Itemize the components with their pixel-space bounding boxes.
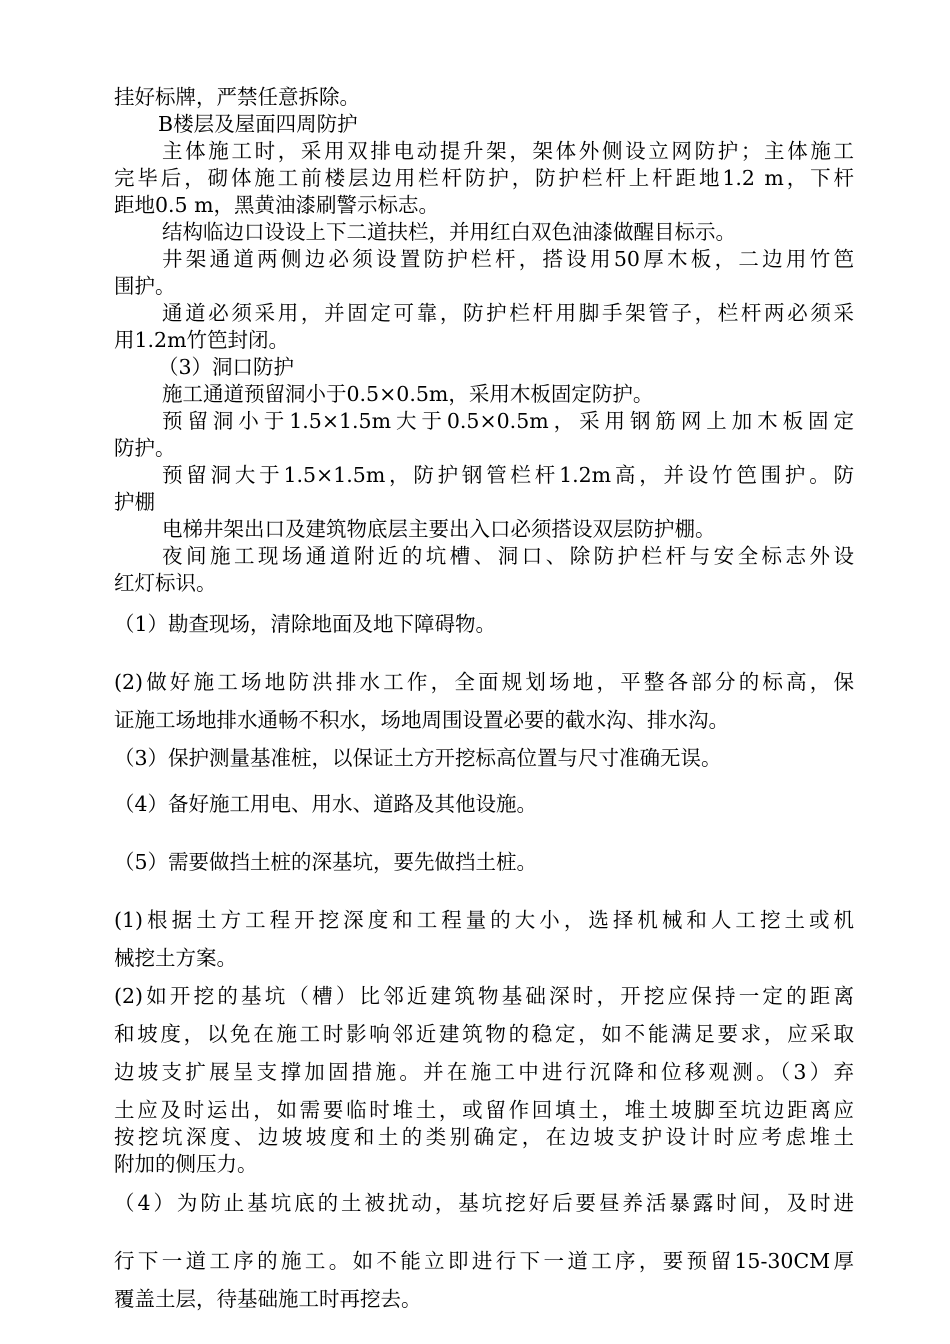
text-line: 通道必须采用，并固定可靠，防护栏杆用脚手架管子，栏杆两必须采 (162, 301, 854, 325)
text-line: 红灯标识。 (114, 571, 217, 595)
safety-protection-section (114, 84, 854, 597)
text-line: 主体施工时，采用双排电动提升架，架体外侧设立网防护；主体施工 (162, 139, 854, 163)
list-item: 土应及时运出，如需要临时堆土，或留作回填土，堆土坡脚至坑边距离应 (114, 1098, 854, 1122)
text-line: 完毕后，砌体施工前楼层边用栏杆防护，防护栏杆上杆距地1.2 m，下杆 (114, 166, 854, 190)
text-line: 用1.2m竹笆封闭。 (114, 328, 290, 352)
text-line: 围护。 (114, 274, 176, 298)
list-item: (2)做好施工场地防洪排水工作，全面规划场地，平整各部分的标高，保 (114, 670, 854, 694)
subheading-opening-protection: （3）洞口防护 (158, 355, 295, 379)
text-line: 防护。 (114, 436, 176, 460)
list-item: 证施工场地排水通畅不积水，场地周围设置必要的截水沟、排水沟。 (114, 708, 729, 732)
list-item: (1)根据土方工程开挖深度和工程量的大小，选择机械和人工挖土或机 (114, 908, 854, 932)
document-page (114, 84, 854, 1318)
text-line: 电梯井架出口及建筑物底层主要出入口必须搭设双层防护棚。 (162, 517, 716, 541)
list-item: （3）保护测量基准桩，以保证土方开挖标高位置与尺寸准确无误。 (114, 746, 722, 770)
list-item: 和坡度，以免在施工时影响邻近建筑物的稳定，如不能满足要求，应采取 (114, 1022, 854, 1046)
text-line: 施工通道预留洞小于0.5×0.5m，采用木板固定防护。 (162, 382, 654, 406)
text-line: 距地0.5 m，黑黄油漆刷警示标志。 (114, 193, 440, 217)
text-line: 夜间施工现场通道附近的坑槽、洞口、除防护栏杆与安全标志外设 (162, 544, 854, 568)
text-line: 井架通道两侧边必须设置防护栏杆，搭设用50厚木板，二边用竹笆 (162, 247, 854, 271)
site-preparation-section (114, 605, 854, 901)
list-item: （4）为防止基坑底的土被扰动，基坑挖好后要昼养活暴露时间，及时进 (114, 1191, 854, 1215)
excavation-section-end (114, 1184, 854, 1318)
text-line: 挂好标牌，严禁任意拆除。 (114, 85, 360, 109)
list-item: 附加的侧压力。 (114, 1152, 258, 1176)
list-item: 械挖土方案。 (114, 946, 237, 970)
excavation-section (114, 901, 854, 1091)
text-line: 预留洞小于1.5×1.5m大于0.5×0.5m，采用钢筋网上加木板固定 (162, 409, 854, 433)
text-line: 预留洞大于1.5×1.5m，防护钢管栏杆1.2m高，并设竹笆围护。防 (162, 463, 854, 487)
text-line: 护棚 (114, 490, 155, 514)
list-item: 行下一道工序的施工。如不能立即进行下一道工序，要预留15-30CM厚 (114, 1249, 854, 1273)
list-item: 边坡支扩展呈支撑加固措施。并在施工中进行沉降和位移观测。（3）弃 (114, 1060, 854, 1084)
list-item: (2)如开挖的基坑（槽）比邻近建筑物基础深时，开挖应保持一定的距离 (114, 984, 854, 1008)
list-item: （4）备好施工用电、用水、道路及其他设施。 (114, 792, 538, 816)
subheading-floor-protection: B楼层及屋面四周防护 (158, 112, 358, 136)
list-item: 覆盖土层，待基础施工时再挖去。 (114, 1287, 422, 1311)
list-item: 按挖坑深度、边坡坡度和土的类别确定，在边坡支护设计时应考虑堆土 (114, 1125, 854, 1149)
text-line: 结构临边口设设上下二道扶栏，并用红白双色油漆做醒目标示。 (162, 220, 736, 244)
excavation-section-dense (114, 1097, 854, 1178)
list-item: （1）勘查现场，清除地面及地下障碍物。 (114, 612, 497, 636)
list-item: （5）需要做挡土桩的深基坑，要先做挡土桩。 (114, 850, 538, 874)
